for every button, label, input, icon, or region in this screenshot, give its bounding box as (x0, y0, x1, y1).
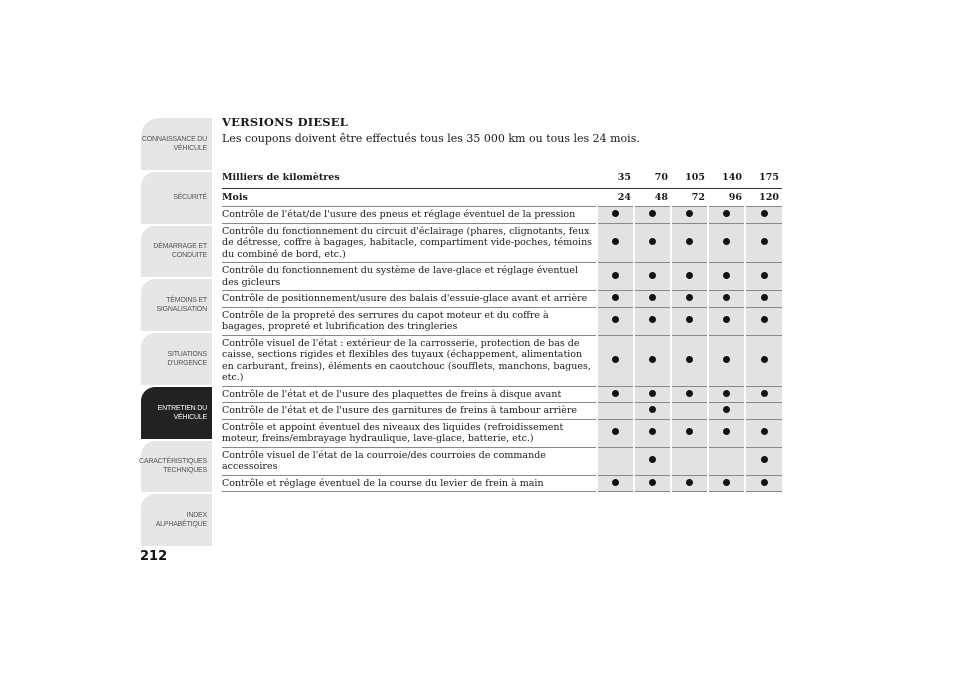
check-cell (671, 291, 708, 308)
check-cell (745, 291, 782, 308)
table-row (222, 335, 782, 386)
bullet-icon (686, 316, 693, 323)
chapter-tab-label: ENTRETIEN DU VÉHICULE (157, 404, 207, 421)
check-cell (634, 307, 671, 335)
bullet-icon (723, 316, 730, 323)
km-value: 35 (597, 168, 634, 188)
chapter-tab[interactable] (141, 333, 212, 387)
check-cell (597, 291, 634, 308)
km-value: 70 (634, 168, 671, 188)
chapter-tab-label: TÉMOINS ET SIGNALISATION (156, 297, 207, 314)
bullet-icon (612, 390, 619, 397)
check-cell (597, 447, 634, 475)
check-cell (671, 419, 708, 447)
check-cell (671, 403, 708, 420)
bullet-icon (761, 428, 768, 435)
table-row (222, 447, 782, 475)
check-cell (708, 419, 745, 447)
bullet-icon (686, 479, 693, 486)
table-row (222, 207, 782, 224)
bullet-icon (723, 294, 730, 301)
km-label: Milliers de kilomètres (222, 168, 597, 188)
chapter-tab-label: SÉCURITÉ (173, 194, 207, 202)
bullet-icon (761, 356, 768, 363)
check-cell (708, 475, 745, 492)
operation-description: Contrôle de la propreté des serrures du capot moteur et du coffre à bagages, propreté et lubrification des tringleries (222, 307, 597, 335)
check-cell (671, 475, 708, 492)
bullet-icon (723, 406, 730, 413)
bullet-icon (723, 390, 730, 397)
check-cell (708, 335, 745, 386)
month-value: 72 (671, 188, 708, 207)
check-cell (597, 403, 634, 420)
bullet-icon (723, 356, 730, 363)
table-header-months (222, 188, 782, 207)
bullet-icon (761, 238, 768, 245)
check-cell (634, 263, 671, 291)
check-cell (671, 447, 708, 475)
check-cell (634, 207, 671, 224)
operation-description: Contrôle visuel de l'état : extérieur de la carrosserie, protection de bas de caisse, sections rigides et flexibles des tuyaux (échappement, alimentation en carburant, freins), éléments en caoutchouc (soufflets, manchons, bagues, etc.) (222, 335, 597, 386)
bullet-icon (723, 272, 730, 279)
bullet-icon (686, 390, 693, 397)
bullet-icon (649, 294, 656, 301)
chapter-tab-label: SITUATIONS D'URGENCE (167, 350, 207, 367)
check-cell (745, 475, 782, 492)
check-cell (671, 307, 708, 335)
operation-description: Contrôle de l'état et de l'usure des plaquettes de freins à disque avant (222, 386, 597, 403)
check-cell (708, 307, 745, 335)
bullet-icon (686, 294, 693, 301)
month-value: 48 (634, 188, 671, 207)
intro-text: Les coupons doivent être effectués tous les 35 000 km ou tous les 24 mois. (222, 132, 640, 145)
bullet-icon (612, 428, 619, 435)
bullet-icon (686, 428, 693, 435)
table-row (222, 419, 782, 447)
bullet-icon (612, 294, 619, 301)
chapter-tab[interactable] (141, 226, 212, 280)
bullet-icon (723, 210, 730, 217)
check-cell (597, 207, 634, 224)
month-value: 120 (745, 188, 782, 207)
operation-description: Contrôle de l'état et de l'usure des garnitures de freins à tambour arrière (222, 403, 597, 420)
bullet-icon (723, 238, 730, 245)
bullet-icon (612, 479, 619, 486)
table-row (222, 291, 782, 308)
check-cell (671, 386, 708, 403)
bullet-icon (649, 406, 656, 413)
bullet-icon (761, 316, 768, 323)
check-cell (634, 447, 671, 475)
bullet-icon (649, 390, 656, 397)
km-value: 175 (745, 168, 782, 188)
check-cell (745, 386, 782, 403)
check-cell (597, 335, 634, 386)
bullet-icon (686, 272, 693, 279)
chapter-tab[interactable] (141, 172, 212, 226)
table-row (222, 386, 782, 403)
check-cell (745, 419, 782, 447)
table-row (222, 263, 782, 291)
check-cell (708, 386, 745, 403)
check-cell (708, 263, 745, 291)
chapter-sidebar (141, 118, 212, 548)
bullet-icon (686, 356, 693, 363)
bullet-icon (686, 210, 693, 217)
check-cell (745, 403, 782, 420)
check-cell (634, 335, 671, 386)
check-cell (634, 475, 671, 492)
bullet-icon (612, 356, 619, 363)
month-label: Mois (222, 188, 597, 207)
operation-description: Contrôle visuel de l'état de la courroie/des courroies de commande accessoires (222, 447, 597, 475)
chapter-tab-label: CARACTÉRISTIQUES TECHNIQUES (139, 458, 207, 475)
bullet-icon (612, 210, 619, 217)
bullet-icon (723, 479, 730, 486)
check-cell (597, 307, 634, 335)
chapter-tab-label: DÉMARRAGE ET CONDUITE (153, 243, 207, 260)
page-number: 212 (140, 549, 168, 564)
check-cell (597, 263, 634, 291)
check-cell (671, 223, 708, 263)
operation-description: Contrôle et appoint éventuel des niveaux des liquides (refroidissement moteur, freins/embrayage hydraulique, lave-glace, batterie, etc.) (222, 419, 597, 447)
bullet-icon (723, 428, 730, 435)
check-cell (708, 223, 745, 263)
chapter-tab[interactable] (141, 118, 212, 172)
bullet-icon (761, 479, 768, 486)
bullet-icon (649, 210, 656, 217)
check-cell (597, 223, 634, 263)
check-cell (708, 291, 745, 308)
km-value: 105 (671, 168, 708, 188)
bullet-icon (761, 294, 768, 301)
bullet-icon (761, 272, 768, 279)
bullet-icon (649, 238, 656, 245)
bullet-icon (686, 238, 693, 245)
operation-description: Contrôle de positionnement/usure des balais d'essuie-glace avant et arrière (222, 291, 597, 308)
check-cell (745, 263, 782, 291)
operation-description: Contrôle du fonctionnement du système de lave-glace et réglage éventuel des gicleurs (222, 263, 597, 291)
check-cell (597, 475, 634, 492)
bullet-icon (649, 456, 656, 463)
check-cell (745, 447, 782, 475)
check-cell (597, 419, 634, 447)
check-cell (634, 386, 671, 403)
chapter-tab[interactable] (141, 494, 212, 548)
month-value: 96 (708, 188, 745, 207)
bullet-icon (761, 210, 768, 217)
bullet-icon (612, 272, 619, 279)
section-heading: VERSIONS DIESEL (222, 115, 349, 129)
chapter-tab[interactable] (141, 441, 212, 495)
month-value: 24 (597, 188, 634, 207)
chapter-tab[interactable] (141, 387, 212, 441)
bullet-icon (649, 428, 656, 435)
maintenance-table (222, 168, 782, 492)
bullet-icon (612, 316, 619, 323)
table-row (222, 475, 782, 492)
operation-description: Contrôle du fonctionnement du circuit d'éclairage (phares, clignotants, feux de détresse, coffre à bagages, habitacle, compartiment vide-poches, témoins du combiné de bord, etc.) (222, 223, 597, 263)
table-row (222, 403, 782, 420)
check-cell (745, 207, 782, 224)
check-cell (671, 207, 708, 224)
check-cell (634, 419, 671, 447)
km-value: 140 (708, 168, 745, 188)
chapter-tab[interactable] (141, 279, 212, 333)
check-cell (634, 223, 671, 263)
check-cell (671, 335, 708, 386)
check-cell (634, 403, 671, 420)
check-cell (745, 223, 782, 263)
check-cell (708, 447, 745, 475)
table-row (222, 223, 782, 263)
operation-description: Contrôle de l'état/de l'usure des pneus et réglage éventuel de la pression (222, 207, 597, 224)
chapter-tab-label: INDEX ALPHABÉTIQUE (155, 512, 207, 529)
bullet-icon (761, 456, 768, 463)
table-row (222, 307, 782, 335)
bullet-icon (649, 272, 656, 279)
check-cell (708, 207, 745, 224)
check-cell (671, 263, 708, 291)
check-cell (745, 335, 782, 386)
check-cell (634, 291, 671, 308)
bullet-icon (612, 238, 619, 245)
bullet-icon (649, 479, 656, 486)
bullet-icon (649, 356, 656, 363)
check-cell (708, 403, 745, 420)
operation-description: Contrôle et réglage éventuel de la course du levier de frein à main (222, 475, 597, 492)
bullet-icon (649, 316, 656, 323)
check-cell (745, 307, 782, 335)
check-cell (597, 386, 634, 403)
table-header-km (222, 168, 782, 188)
bullet-icon (761, 390, 768, 397)
chapter-tab-label: CONNAISSANCE DU VÉHICULE (141, 135, 207, 152)
